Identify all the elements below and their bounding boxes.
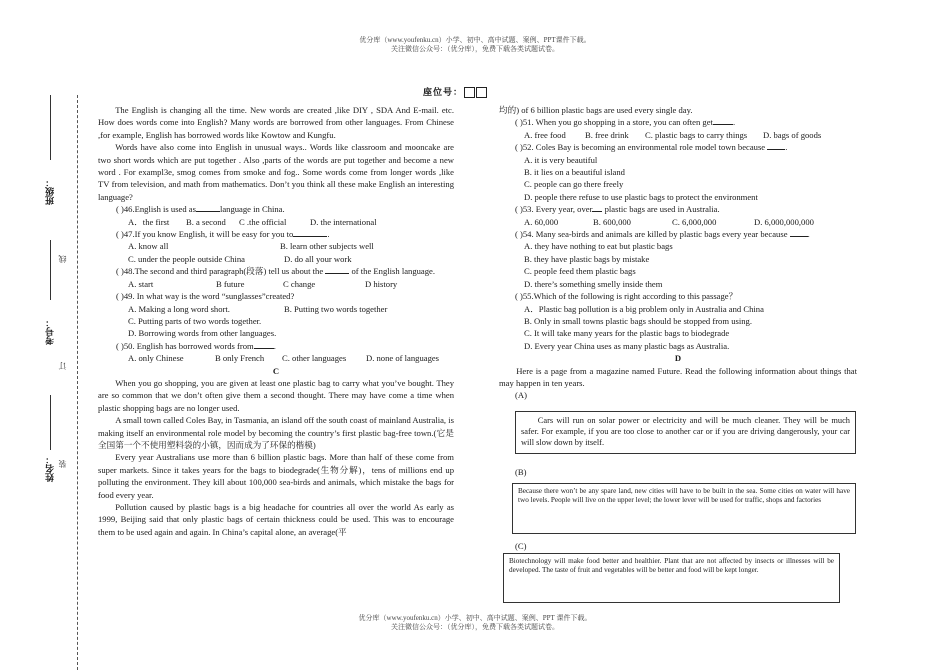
question-49-option-c[interactable]: C. Putting parts of two words together. bbox=[128, 315, 262, 326]
option[interactable]: B. free drink bbox=[585, 129, 629, 140]
option[interactable]: A. free food bbox=[524, 129, 566, 140]
question-48: ( )48.The second and third paragraph(段落) tell us about the of the English language. bbox=[116, 266, 435, 277]
option[interactable]: B only French bbox=[215, 353, 265, 364]
question-51: ( )51. When you go shopping in a store, you can often get . bbox=[515, 117, 736, 128]
option[interactable]: D history bbox=[365, 278, 398, 289]
passage-c-paragraph-3: Every year Australians use more than 6 billion plastic bags. More than half of these come from super markets. Since it takes years for the bags to biodegrade(生物分解)，tens of millions end up polluting the environment. They kill about 100,000 sea-birds and animals, which mistake the bags for food every year. bbox=[98, 452, 454, 500]
seat-box-2[interactable] bbox=[476, 87, 487, 98]
question-47-options-row-2 bbox=[98, 253, 454, 265]
option[interactable]: C. plastic bags to carry things bbox=[645, 129, 748, 140]
option[interactable]: C. under the people outside China bbox=[128, 253, 245, 264]
option[interactable]: C. 6,000,000 bbox=[672, 216, 717, 227]
question-55-option-d[interactable]: D. Every year China uses as many plastic bags as Australia. bbox=[524, 340, 730, 351]
question-54-option-d[interactable]: D. there’s something smelly inside them bbox=[524, 278, 663, 289]
option[interactable]: D. 6,000,000,000 bbox=[754, 216, 814, 227]
name-underline bbox=[50, 395, 51, 450]
question-54-option-a[interactable]: A. they have nothing to eat but plastic bags bbox=[524, 241, 673, 252]
passage-c-continuation: 均的) of 6 billion plastic bags are used every single day. bbox=[499, 105, 693, 115]
question-48-options bbox=[98, 278, 454, 290]
class-underline bbox=[50, 95, 51, 160]
binding-char-xian: 线 bbox=[58, 255, 67, 263]
question-55: ( )55.Which of the following is right according to this passage？ bbox=[515, 291, 738, 302]
page-footer bbox=[0, 614, 950, 632]
option[interactable]: D. none of languages bbox=[366, 353, 440, 364]
option[interactable]: B. learn other subjects well bbox=[280, 241, 374, 252]
section-d-heading: D bbox=[674, 353, 682, 364]
question-54: ( )54. Many sea-birds and animals are killed by plastic bags every year because . bbox=[515, 229, 810, 240]
passage-b-paragraph-1: The English is changing all the time. New words are created ,like DIY , SDA And E-mail. etc. How does words come into English? Many words are borrowed from other languages. From Chinese ,for example, English has borrowed words like Kowtow and Kungfu. bbox=[98, 105, 454, 140]
question-46-options bbox=[98, 216, 454, 228]
question-53-options bbox=[499, 216, 857, 228]
binding-char-ding: 订 bbox=[58, 362, 67, 370]
question-49: ( )49. In what way is the word “sunglasses”created? bbox=[116, 291, 295, 302]
seat-number bbox=[423, 85, 487, 98]
exam-no-label: 考号： bbox=[45, 318, 55, 345]
option[interactable]: C change bbox=[283, 278, 316, 289]
footer-line-2: 关注微信公众号：（优分库），免费下载各类试题试卷。 bbox=[391, 623, 559, 631]
option[interactable]: D. do all your work bbox=[284, 253, 352, 264]
option[interactable]: A. only Chinese bbox=[128, 353, 184, 364]
question-55-option-a[interactable]: A．Plastic bag pollution is a big problem only in Australia and China bbox=[524, 303, 764, 314]
label-b: (B) bbox=[515, 467, 527, 477]
name-label: 姓名： bbox=[45, 455, 55, 482]
question-50-options bbox=[98, 352, 454, 364]
left-column bbox=[98, 104, 454, 538]
label-c: (C) bbox=[515, 541, 527, 551]
class-label: 班级： bbox=[45, 178, 55, 205]
header-line-1: 优分库（www.youfenku.cn）小学、初中、高中试题、案例、PPT课件下载。 bbox=[359, 36, 591, 44]
option[interactable]: B. 600,000 bbox=[593, 216, 631, 227]
info-box-b: Because there won’t be any spare land, new cities will have to be built in the sea. Some cities on water will have two levels. People will live on the upper level; the lower lever will be used for traffic, shops and factories bbox=[512, 483, 856, 534]
question-52-option-c[interactable]: C. people can go there freely bbox=[524, 179, 624, 190]
header-line-2: 关注微信公众号：（优分库），免费下载各类试题试卷。 bbox=[391, 45, 559, 53]
question-46: ( )46.English is used as language in China. bbox=[116, 204, 285, 215]
option[interactable]: A．the first bbox=[128, 216, 170, 227]
option[interactable]: A. 60,000 bbox=[524, 216, 559, 227]
question-47-options-row-1 bbox=[98, 240, 454, 252]
option[interactable]: D. the international bbox=[310, 216, 377, 227]
section-d-intro: Here is a page from a magazine named Future. Read the following information about things that may happen in ten years. bbox=[499, 365, 857, 388]
question-49-option-d[interactable]: D. Borrowing words from other languages. bbox=[128, 328, 277, 339]
question-52-option-d[interactable]: D. people there refuse to use plastic bags to protect the environment bbox=[524, 191, 758, 202]
question-50: ( )50. English has borrowed words from . bbox=[116, 340, 276, 351]
label-a: (A) bbox=[515, 390, 527, 401]
question-55-option-b[interactable]: B. Only in small towns plastic bags should be stopped from using. bbox=[524, 315, 752, 326]
question-52-option-b[interactable]: B. it lies on a beautiful island bbox=[524, 167, 625, 178]
question-49-options-row-1 bbox=[98, 303, 454, 315]
passage-c-paragraph-1: When you go shopping, you are given at least one plastic bag to carry what you’ve bought. They are so common that we don’t often give them a second thought. There may have come a time when plastic shopping bags are no longer used. bbox=[98, 377, 454, 413]
page-header bbox=[0, 36, 950, 54]
question-54-option-b[interactable]: B. they have plastic bags by mistake bbox=[524, 253, 650, 264]
option[interactable]: C .the official bbox=[239, 216, 287, 227]
seat-box-1[interactable] bbox=[464, 87, 475, 98]
option[interactable]: B future bbox=[216, 278, 245, 289]
info-box-a: Cars will run on solar power or electricity and will be much cleaner. They will be much safer. For example, if you are too close to another car or if you are driving dangerously, your car will slow down by itself. bbox=[515, 411, 856, 454]
exam-no-underline bbox=[50, 240, 51, 300]
seat-label: 座位号： bbox=[423, 87, 464, 97]
question-53: ( )53. Every year, over plastic bags are used in Australia. bbox=[515, 204, 720, 215]
passage-c-paragraph-4: Pollution caused by plastic bags is a big headache for countries all over the world As early as 1999, Beijing said that only plastic bags of certain thickness could be used. This was to encourage them to be used again and again. In China’s capital alone, an average(平 bbox=[98, 502, 454, 537]
passage-c-paragraph-2: A small town called Coles Bay, in Tasmania, an island off the south coast of mainland Australia, is making itself an environmental role model by becoming the country’s first plastic bag-free town.(它是全国第一个不使用塑料袋的小镇，因而成为了环保的楷模) bbox=[98, 415, 454, 450]
option[interactable]: A. Making a long word short. bbox=[128, 303, 230, 314]
info-box-c: Biotechnology will make food better and healthier. Plant that are not affected by insects or illnesses will be developed. The taste of fruit and vegetables will be better and food will be kept longer. bbox=[503, 553, 840, 603]
question-54-option-c[interactable]: C. people feed them plastic bags bbox=[524, 266, 636, 277]
binding-char-zhuang: 装 bbox=[58, 460, 67, 468]
question-52: ( )52. Coles Bay is becoming an environmental role model town because . bbox=[515, 142, 788, 153]
option[interactable]: B. a second bbox=[186, 216, 226, 227]
question-52-option-a[interactable]: A. it is very beautiful bbox=[524, 154, 598, 165]
passage-b-paragraph-2: Words have also come into English in unusual ways.. Words like classroom and mooncake are two short words which are put together . Also ,parts of the words are put together and become a new word . For exampl3e, smog comes from smoke and fog.. Some words come from longer words ,like TV from television, and math from mathematics. Don’t you think all these make English an interesting language? bbox=[98, 142, 454, 202]
section-c-heading: C bbox=[272, 365, 280, 376]
question-47: ( )47.If you know English, it will be easy for you to . bbox=[116, 229, 330, 240]
option[interactable]: D. bags of goods bbox=[763, 129, 822, 140]
question-55-option-c[interactable]: C. It will take many years for the plastic bags to biodegrade bbox=[524, 328, 730, 339]
option[interactable]: A. start bbox=[128, 278, 154, 289]
option[interactable]: B. Putting two words together bbox=[284, 303, 388, 314]
option[interactable]: C. other languages bbox=[282, 353, 347, 364]
right-column bbox=[499, 104, 857, 402]
footer-line-1: 优分库（www.youfenku.cn）小学、初中、高中试题、案例、PPT 课件下载。 bbox=[358, 614, 592, 622]
binding-line bbox=[77, 95, 78, 670]
option[interactable]: A. know all bbox=[128, 241, 169, 252]
question-51-options bbox=[499, 129, 857, 141]
